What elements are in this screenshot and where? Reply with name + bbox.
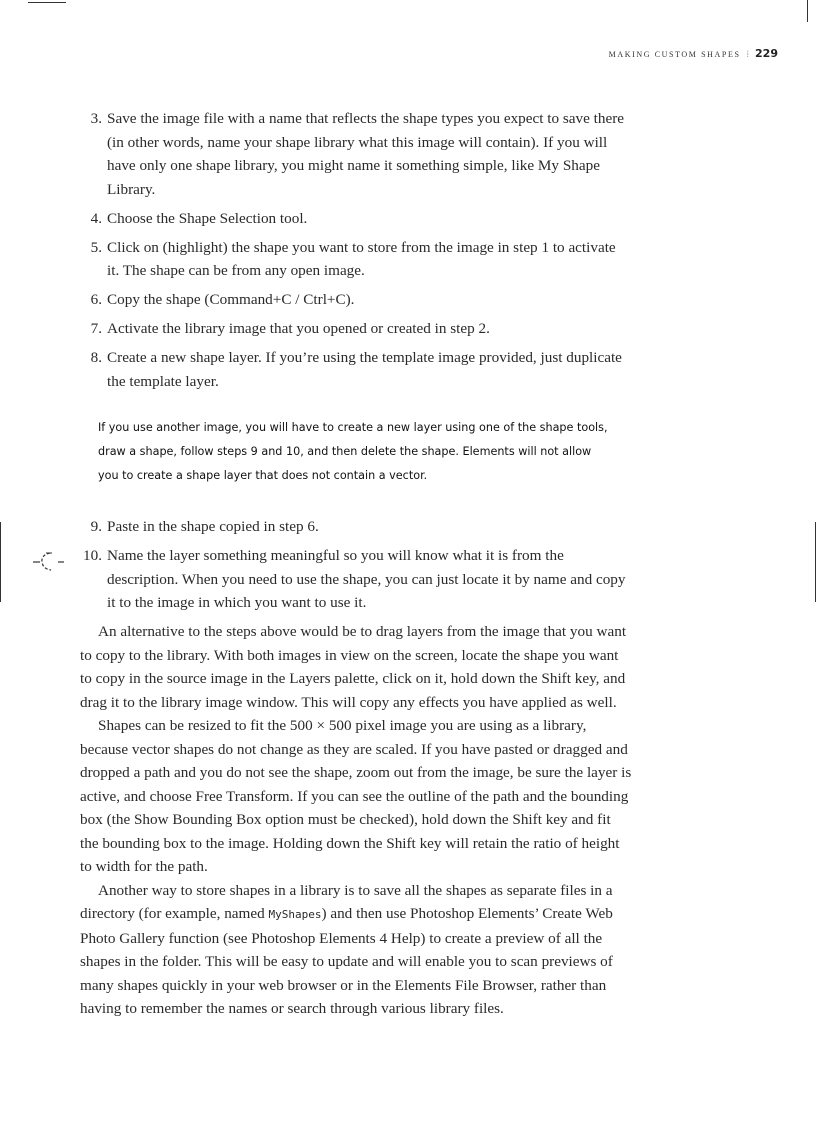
- list-item: [0, 236, 630, 283]
- list-item: [0, 346, 630, 393]
- step-number: 3.: [90, 110, 102, 127]
- step-number: 7.: [90, 320, 102, 337]
- folder-name-code: MyShapes: [268, 908, 322, 921]
- page-number: 229: [755, 47, 778, 60]
- step-text: Activate the library image that you opened or created in step 2.: [107, 320, 490, 337]
- paragraph-web-gallery-end: ) and then use Photoshop Elements’ Create Web Photo Gallery function (see Photoshop Elements 4 Help) to create a preview of all the shapes in the folder. This will be easy to update and will enable you to scan previews of many shapes quickly in your web browser or in the Elements File Browser, rather than having to remember the names or search through various library files.: [80, 905, 613, 1017]
- step-list-upper: [0, 107, 630, 399]
- paragraph-resize-shapes: Shapes can be resized to fit the 500 × 500 pixel image you are using as a library, because vector shapes do not change as they are scaled. If you have pasted or dragged and dropped a path and you do not see the shape, zoom out from the image, be sure the layer is active, and choose Free Transform. If you can see the outline of the path and the bounding box (the Show Bounding Box option must be checked), hold down the Shift key and fit the bounding box to the image. Holding down the Shift key will retain the ratio of height to width for the path.: [80, 717, 632, 875]
- list-item: [0, 317, 630, 341]
- step-text: Save the image file with a name that reflects the shape types you expect to save there (in other words, name your shape library what this image will contain). If you will have only one shape library, you might name it something simple, like My Shape Library.: [107, 110, 625, 198]
- step-list-lower: [0, 515, 630, 620]
- step-number: 9.: [90, 518, 102, 535]
- running-head-title: MAKING CUSTOM SHAPES: [608, 50, 741, 59]
- step-number: 6.: [90, 291, 102, 308]
- header-separator-icon: ⁞: [746, 49, 750, 59]
- step-text: Create a new shape layer. If you’re using the template image provided, just duplicate the template layer.: [107, 349, 622, 390]
- step-text: Click on (highlight) the shape you want to store from the image in step 1 to activate it. The shape can be from any open image.: [107, 238, 616, 279]
- crop-mark-top-right: [807, 0, 808, 22]
- list-item: [0, 207, 630, 231]
- paragraph-web-gallery: [80, 879, 632, 1021]
- list-item: [0, 288, 630, 312]
- paragraph-web-gallery-start: Another way to store shapes in a library is to save all the shapes as separate files in a directory (for example, named: [80, 881, 613, 922]
- body-text: [80, 620, 632, 1021]
- step-text: Choose the Shape Selection tool.: [107, 209, 308, 227]
- list-item: [0, 515, 630, 539]
- running-header: [609, 47, 778, 60]
- note-text: If you use another image, you will have to create a new layer using one of the shape tools, draw a shape, follow steps 9 and 10, and then delete the shape. Elements will not allow you to create a shape layer that does not contain a vector.: [98, 421, 608, 482]
- list-item: [0, 107, 630, 201]
- list-item: [0, 544, 630, 615]
- step-number: 5.: [90, 238, 102, 256]
- step-number: 8.: [90, 349, 102, 366]
- crop-mark-top-left: [28, 2, 66, 3]
- step-number: 10.: [83, 547, 102, 564]
- paragraph-drag-layers: An alternative to the steps above would be to drag layers from the image that you want to copy to the library. With both images in view on the screen, locate the shape you want to copy in the source image in the Layers palette, click on it, hold down the Shift key, and drag it to the library image window. This will copy any effects you have applied as well.: [80, 623, 627, 711]
- step-text: Name the layer something meaningful so you will know what it is from the description. When you need to use the shape, you can just locate it by name and copy it to the image in which you want to use it.: [107, 547, 626, 611]
- step-text: Paste in the shape copied in step 6.: [107, 518, 319, 535]
- step-text: Copy the shape (Command+C / Ctrl+C).: [107, 291, 355, 308]
- step-number: 4.: [90, 209, 102, 227]
